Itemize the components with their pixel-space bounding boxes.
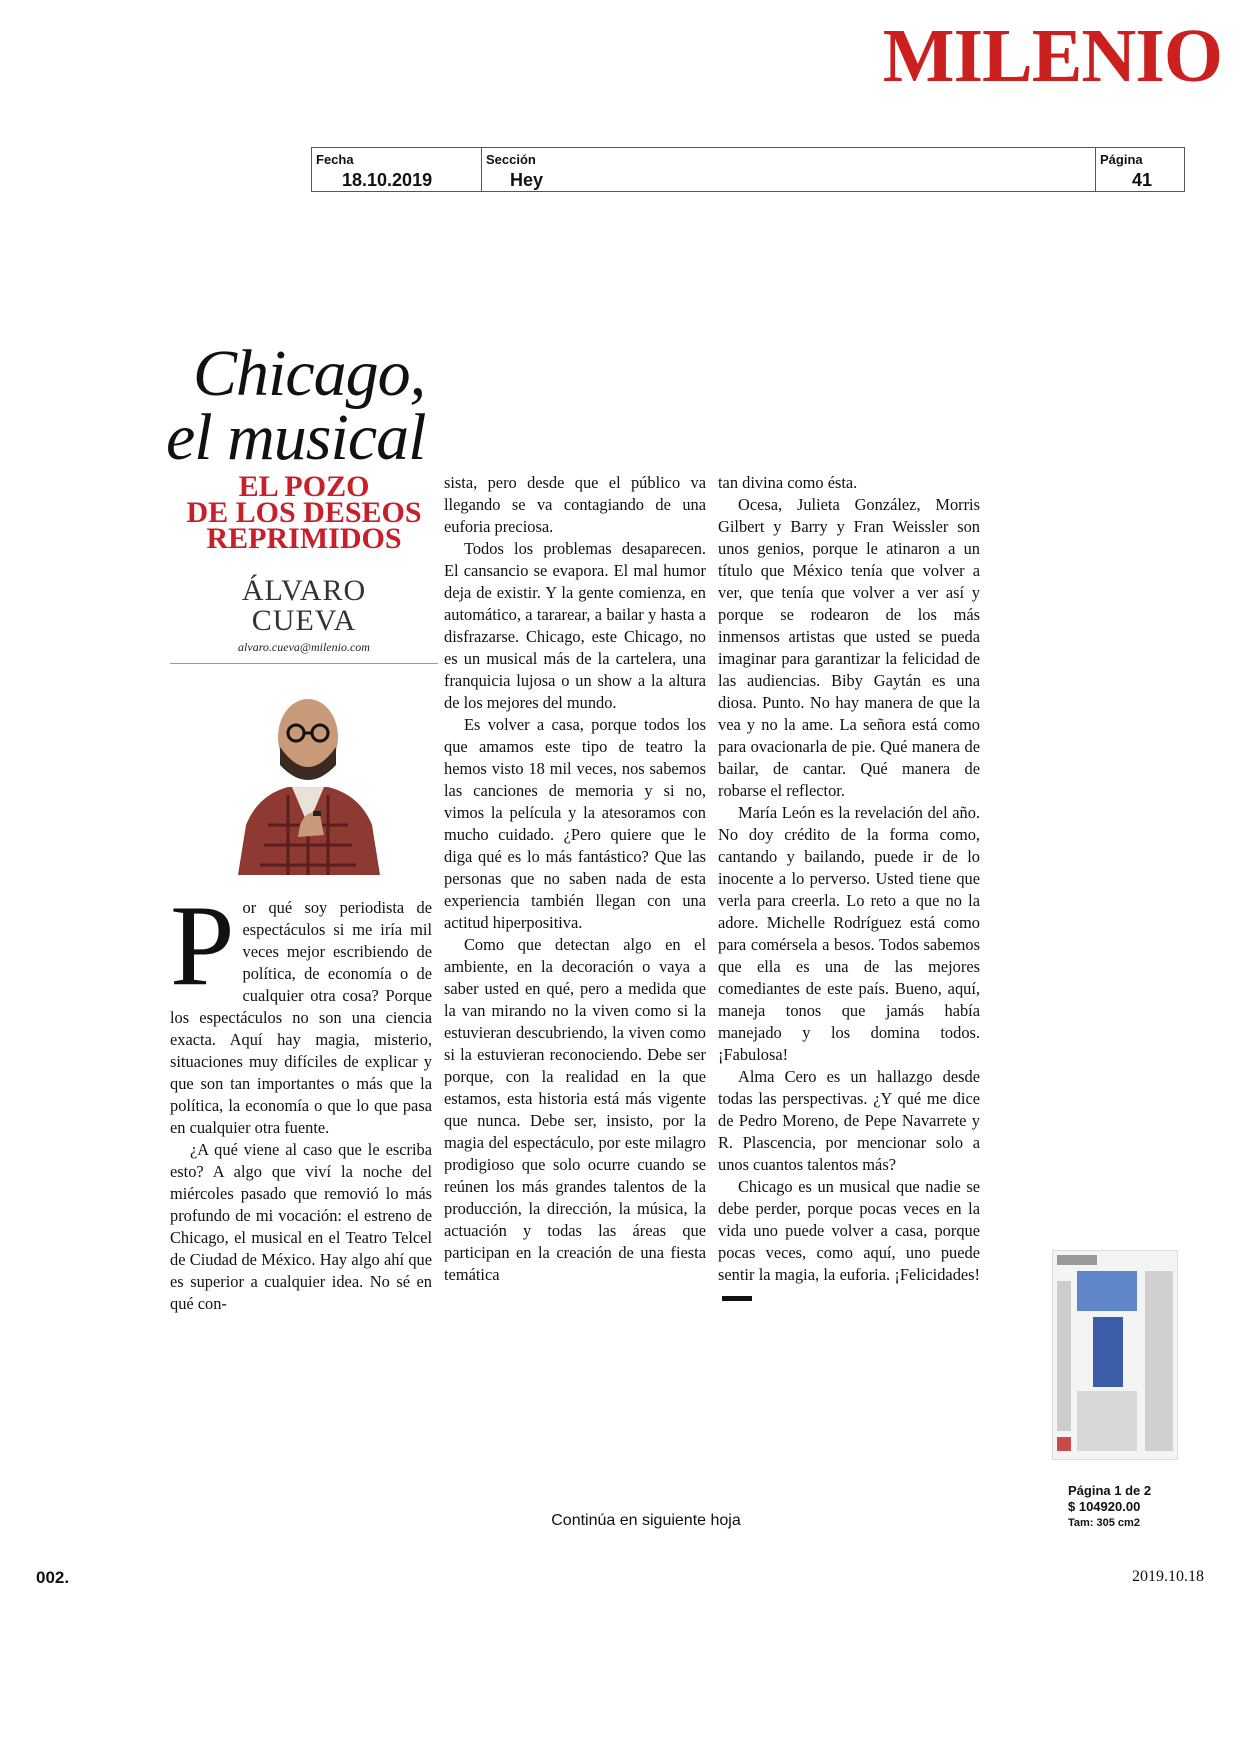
price: $ 104920.00 <box>1068 1499 1141 1514</box>
article-column-1 <box>170 882 432 1315</box>
kicker-line-2: DE LOS DESEOS <box>186 496 422 529</box>
paragraph: Es volver a casa, porque todos los que amamos este tipo de teatro la hemos visto 18 mil veces, nos sabemos las canciones de memoria y si no, vimos la película y la atesoramos con mucho cuidado. ¿Pero quiere que le diga qué es lo más fantástico? Que las personas que no saben nada de esta experiencia también llegan con una actitud hiperpositiva. <box>444 715 706 932</box>
pagina-label: Página <box>1100 152 1143 167</box>
column-kicker <box>170 470 438 555</box>
milenio-logo: MILENIO <box>882 14 1222 98</box>
paragraph: Todos los problemas desaparecen. El cansancio se evapora. El mal humor deja de existir. Y la gente comienza, en automático, a tararear, a bailar y hasta a disfrazarse. Chicago, este Chicago, no es un musical más de la cartelera, una franquicia lujosa o un show a la altura de los mejores del mundo. <box>444 539 706 712</box>
title-line-2: el musical <box>166 401 426 474</box>
title-line-1: Chicago, <box>193 337 426 410</box>
author-name <box>170 576 438 636</box>
pagina-cell <box>1096 148 1186 191</box>
pagina-count: Página 1 de 2 <box>1068 1483 1152 1498</box>
drop-cap: P <box>170 882 235 1010</box>
clip-code: 002. <box>36 1568 70 1587</box>
kicker-line-1: EL POZO <box>238 470 370 503</box>
paragraph: Como que detectan algo en el ambiente, en la decoración o vaya a saber usted en qué, pero a medida que la van mirando no la viven como si la estuvieran descubriendo, la viven como si la estuvieran reconociendo. Debe ser porque, con la realidad en la que estamos, esta historia está más vigente que nunca. Debe ser, insisto, por la magia del espectáculo, por este milagro prodigioso que solo ocurre cuando se reúnen los más grandes talentos de la producción, la dirección, la música, la actuación y todas las áreas que participan en la creación de una fiesta temática <box>444 935 706 1284</box>
paragraph: or qué soy periodista de espectáculos si me iría mil veces mejor escribiendo de política, de economía o de cualquier otra cosa? Porque los espectáculos no son una ciencia exacta. Aquí hay magia, misterio, situaciones muy difíciles de explicar y que son tan importantes o más que la política, la economía o que lo que pasa en cualquier otra fuente. <box>170 898 432 1137</box>
fecha-cell <box>312 148 482 191</box>
seccion-label: Sección <box>486 152 536 167</box>
article-column-3 <box>718 472 980 1308</box>
author-portrait <box>228 675 388 875</box>
paragraph: Ocesa, Julieta González, Morris Gilbert y Barry y Fran Weissler son unos genios, porque le atinaron a un título que México tenía que volver a ver, que tenía que volver a ver así y porque se rodearon de los más inmensos artistas que usted se pueda imaginar para garantizar la felicidad de las audiencias. Biby Gaytán es una diosa. Punto. No hay manera de que la vea y no la ame. La señora está como para ovacionarla de pie. Qué manera de bailar, de cantar. Qué manera de robarse el reflector. <box>718 495 980 800</box>
paragraph: Alma Cero es un hallazgo desde todas las perspectivas. ¿Y qué me dice de Pedro Moreno, de Pepe Navarrete y R. Plascencia, por mencionar solo a unos cuantos talentos más? <box>718 1067 980 1174</box>
kicker-line-3: REPRIMIDOS <box>206 522 402 555</box>
end-mark <box>722 1296 752 1301</box>
footer-date: 2019.10.18 <box>1132 1568 1204 1585</box>
meta-box <box>311 147 1185 192</box>
seccion-cell <box>482 148 1096 191</box>
size: Tam: 305 cm2 <box>1068 1517 1140 1529</box>
continua-note: Continúa en siguiente hoja <box>551 1512 741 1529</box>
paragraph: ¿A qué viene al caso que le escriba esto? A algo que viví la noche del miércoles pasado que removió lo más profundo de mi vocación: el estreno de Chicago, el musical en el Teatro Telcel de Ciudad de México. Hay algo ahí que es superior a cualquier idea. No sé en qué con- <box>170 1140 432 1313</box>
fecha-label: Fecha <box>316 152 354 167</box>
paragraph: tan divina como ésta. <box>718 473 858 492</box>
page-thumbnail <box>1052 1250 1178 1460</box>
article-title <box>166 337 466 474</box>
seccion-value: Hey <box>510 170 544 190</box>
paragraph: sista, pero desde que el público va llegando se va contagiando de una euforia preciosa. <box>444 473 706 536</box>
divider <box>170 663 438 664</box>
fecha-value: 18.10.2019 <box>342 170 433 190</box>
closing-text: Chicago es un musical que nadie se debe perder, porque pocas veces en la vida uno puede volver a casa, porque pocas veces, como aquí, uno puede sentir la magia, la euforia. ¡Felicidades! <box>718 1177 980 1284</box>
article-column-2 <box>444 472 706 1286</box>
author-line-1: ÁLVARO <box>241 574 367 607</box>
author-email: alvaro.cueva@milenio.com <box>238 640 370 654</box>
paragraph: María León es la revelación del año. No doy crédito de la forma como, cantando y bailando, puede ir de lo inocente a lo perverso. Usted tiene que verla para creerla. Lo reto a que no la adore. Michelle Rodríguez está como para comérsela a besos. Todos sabemos que ella es una de las mejores comediantes de este país. Bueno, aquí, maneja tonos que jamás había manejado y los domina todos. ¡Fabulosa! <box>718 803 980 1064</box>
pagina-value: 41 <box>1132 170 1153 190</box>
paragraph <box>718 1176 980 1308</box>
author-line-2: CUEVA <box>251 604 357 637</box>
